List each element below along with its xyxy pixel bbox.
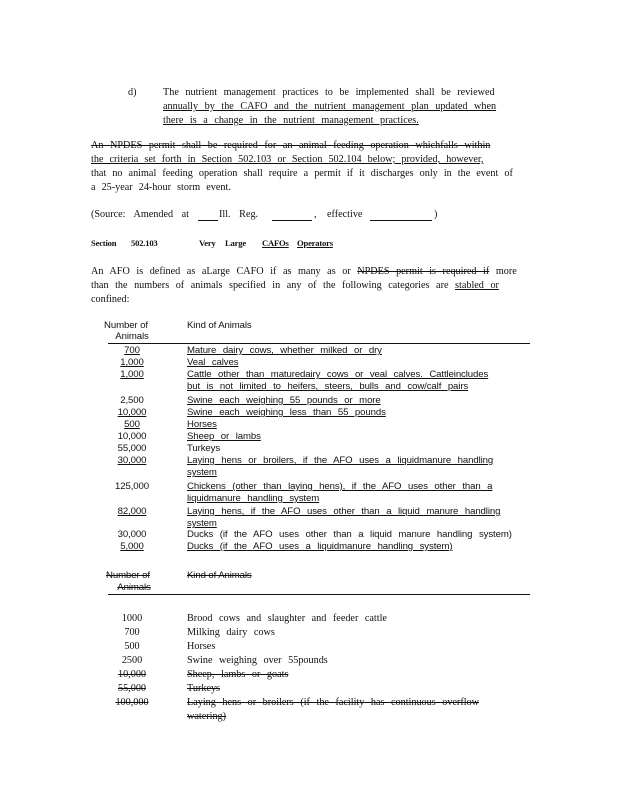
afo-line-1-struck: NPDES permit is required if	[357, 266, 490, 277]
item-d-line-1: The nutrient management practices to be implemented shall be reviewed	[163, 87, 495, 98]
table1-row-number: 5,000	[120, 541, 144, 552]
table1-row-number: 82,000	[117, 506, 147, 517]
table2-row-kind: Horses	[187, 641, 216, 652]
table1-header-rule	[108, 343, 530, 344]
table2-header-rule	[108, 594, 530, 595]
table2-row-kind: Sheep, lambs or goats	[187, 669, 289, 680]
afo-line-1b: more	[495, 266, 517, 277]
table1-row-kind: Ducks (if the AFO uses a liquidmanure handling system)	[187, 541, 453, 552]
table1-row-kind: system	[187, 518, 217, 529]
table2-row-kind: Swine weighing over 55pounds	[187, 655, 328, 666]
section-number: 502.103	[131, 238, 158, 248]
permit-para-line-1-struck: An NPDES permit shall be required for an animal feeding operation whichfalls within	[91, 140, 491, 151]
table2-row-number: 2500	[121, 655, 143, 666]
table2-header-number-1: Number of	[106, 570, 150, 581]
table1-row-number: 1,000	[120, 369, 144, 380]
source-effective: effective	[327, 209, 363, 220]
source-close: )	[434, 209, 438, 220]
table1-row-kind: liquidmanure handling system	[187, 493, 320, 504]
table1-row-kind: Ducks (if the AFO uses other than a liquid manure handling system)	[187, 529, 512, 540]
table2-row-kind: Laying hens or broilers (if the facility has continuous overflow	[187, 697, 480, 708]
table1-row-kind: Mature dairy cows, whether milked or dry	[187, 345, 382, 356]
table1-row-number: 125,000	[115, 481, 149, 492]
table1-row-number: 30,000	[117, 455, 147, 466]
table1-header-kind: Kind of Animals	[187, 320, 252, 331]
afo-line-1a: An AFO is defined as aLarge CAFO if as many as or	[91, 266, 351, 277]
source-blank-3	[370, 220, 432, 221]
table1-row-kind: Horses	[187, 419, 217, 430]
item-d-line-3: there is a change in the nutrient management practices.	[163, 115, 419, 126]
table2-row-kind: Brood cows and slaughter and feeder cattle	[187, 613, 387, 624]
table2-row-number: 10,000	[117, 669, 146, 680]
table1-row-kind: Cattle other than maturedairy cows or veal calves. Cattleincludes	[187, 369, 489, 380]
table1-row-kind: Swine each weighing less than 55 pounds	[187, 407, 386, 418]
table1-row-number: 55,000	[117, 443, 147, 454]
table1-row-kind: but is not limited to heifers, steers, bulls and cow/calf pairs	[187, 381, 469, 392]
afo-line-2-underlined: stabled or	[455, 280, 499, 291]
section-word-3: CAFOs	[262, 238, 289, 248]
table2-row-number: 100,000	[115, 697, 149, 708]
permit-para-line-3: that no animal feeding operation shall require a permit if it discharges only in the event of	[91, 168, 513, 179]
table1-row-kind: Turkeys	[187, 443, 221, 454]
source-blank-2	[272, 220, 312, 221]
section-word-4: Operators	[297, 238, 333, 248]
table2-row-number: 700	[124, 627, 140, 638]
table1-header-number-1: Number of	[104, 320, 148, 331]
table1-row-kind: Sheep or lambs	[187, 431, 261, 442]
section-label: Section	[91, 238, 117, 248]
table1-row-number: 700	[124, 345, 140, 356]
table1-row-kind: Swine each weighing 55 pounds or more	[187, 395, 381, 406]
table2-row-number: 500	[124, 641, 140, 652]
permit-para-line-2: the criteria set forth in Section 502.103 or Section 502.104 below; provided, however,	[91, 154, 484, 165]
table2-row-kind: Turkeys	[187, 683, 221, 694]
table1-header-number-2: Animals	[115, 331, 149, 342]
table2-row-number: 1000	[121, 613, 143, 624]
table1-row-kind: Laying hens, if the AFO uses other than a liquid manure handling	[187, 506, 501, 517]
afo-line-3: confined:	[91, 294, 130, 305]
table1-row-number: 1,000	[120, 357, 144, 368]
permit-para-line-4: a 25-year 24-hour storm event.	[91, 182, 231, 193]
table2-header-kind: Kind of Animals	[187, 570, 252, 581]
table1-row-number: 10,000	[117, 407, 147, 418]
table1-row-number: 500	[124, 419, 140, 430]
table2-header-number-2: Animals	[117, 582, 151, 593]
source-blank-1	[198, 220, 218, 221]
table1-row-number: 2,500	[120, 395, 144, 406]
table2-row-kind: watering)	[187, 711, 227, 722]
item-d-label: d)	[128, 87, 137, 98]
section-word-1: Very	[199, 238, 216, 248]
source-open: (Source: Amended at	[91, 209, 190, 220]
table1-row-kind: Veal calves	[187, 357, 239, 368]
table1-row-number: 30,000	[117, 529, 147, 540]
table1-row-kind: system	[187, 467, 217, 478]
afo-line-2: than the numbers of animals specified in any of the following categories are	[91, 280, 449, 291]
table1-row-kind: Chickens (other than laying hens), if the AFO uses other than a	[187, 481, 493, 492]
table1-row-number: 10,000	[117, 431, 147, 442]
table2-row-kind: Milking dairy cows	[187, 627, 275, 638]
source-reg: Ill. Reg.	[219, 209, 259, 220]
section-word-2: Large	[225, 238, 246, 248]
table1-row-kind: Laying hens or broilers, if the AFO uses a liquidmanure handling	[187, 455, 494, 466]
document-page: d) The nutrient management practices to be implemented shall be reviewed annually by the CAFO and the nutrient management plan updated when there is a change in the nutrient management practices. An NPDES permit shall be required for an animal feeding operation whichfalls within the criteria set forth in Section 502.103 or Section 502.104 below; provided, however, that no animal feeding operation shall require a permit if it discharges only in the event of a 25-year 24-hour storm event. (Source: Amended at Ill. Reg. , effective ) Section 502.103 Very Large CAFOs Operators An AFO is defined as aLarge CAFO if as many as or NPDES permit is required if more than the numbers of animals specified in any of the following categories are stabled or confined: Number of Animals Kind of Animals 700 Mature dairy cows, whether milked or dry 1,000 Veal calves 1,000 Cattle other than maturedairy cows or veal calves. Cattleincludes but is not limited to heifers, steers, bulls and cow/calf pairs 2,500 Swine each weighing 55 pounds or more 10,000 Swine each weighing less than 55 pounds 500 Horses 10,000 Sheep or lambs 55,000 Turkeys 30,000 Laying hens or broilers, if the AFO uses a liquidmanure handling system 125,000 Chickens (other than laying hens), if the AFO uses other than a liquidmanure handling system 82,000 Laying hens, if the AFO uses other than a liquid manure handling system 30,000 Ducks (if the AFO uses other than a liquid manure handling system) 5,000 Ducks (if the AFO uses a liquidmanure handling system) Number of Animals Kind of Animals 1000 Brood cows and slaughter and feeder cattle 700 Milking dairy cows 500 Horses 2500 Swine weighing over 55pounds 10,000 Sheep, lambs or goats 55,000 Turkeys 100,000 Laying hens or broilers (if the facility has continuous overflow watering)	[0, 0, 618, 800]
item-d-line-2: annually by the CAFO and the nutrient management plan updated when	[163, 101, 497, 112]
table2-row-number: 55,000	[117, 683, 146, 694]
